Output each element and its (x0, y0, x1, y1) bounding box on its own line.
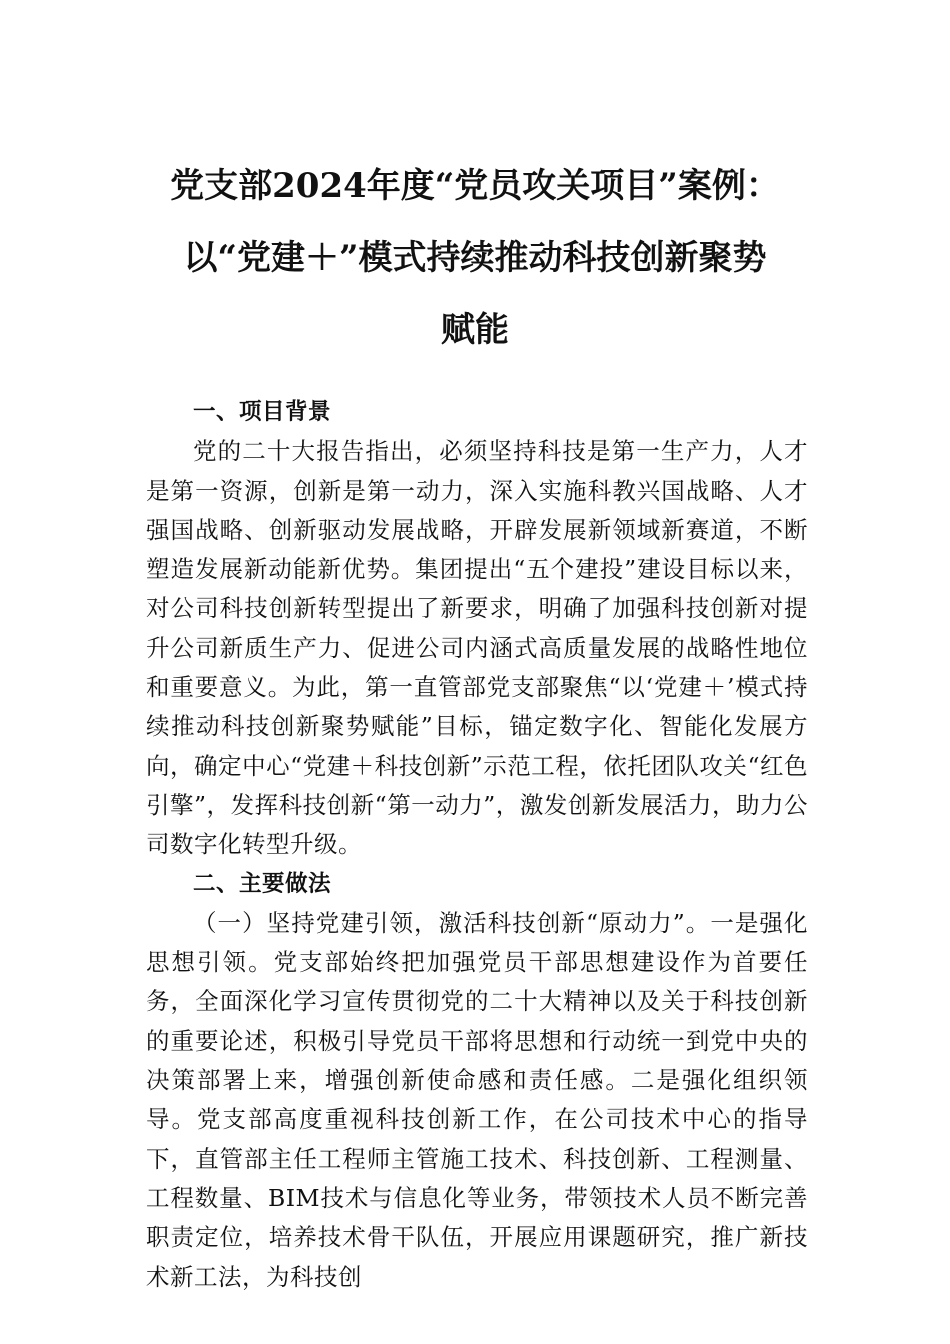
title-line-1: 党支部2024年度“党员攻关项目”案例： (170, 166, 780, 206)
section-paragraph-practices: （一）坚持党建引领，激活科技创新“原动力”。一是强化思想引领。党支部始终把加强党员干部思想建设作为首要任务，全面深化学习宣传贯彻党的二十大精神以及关于科技创新的重要论述，积极引导党员干部将思想和行动统一到党中央的决策部署上来，增强创新使命感和责任感。二是强化组织领导。党支部高度重视科技创新工作，在公司技术中心的指导下，直管部主任工程师主管施工技术、科技创新、工程测量、工程数量、BIM技术与信息化等业务，带领技术人员不断完善职责定位，培养技术骨干队伍，开展应用课题研究，推广新技术新工法，为科技创 (146, 908, 808, 1291)
section-paragraph-background: 党的二十大报告指出，必须坚持科技是第一生产力，人才是第一资源，创新是第一动力，深入实施科教兴国战略、人才强国战略、创新驱动发展战略，开辟发展新领域新赛道，不断塑造发展新动能新优势。集团提出“五个建投”建设目标以来，对公司科技创新转型提出了新要求，明确了加强科技创新对提升公司新质生产力、促进公司内涵式高质量发展的战略性地位和重要意义。为此，第一直管部党支部聚焦“以‘党建＋’模式持续推动科技创新聚势赋能”目标，锚定数字化、智能化发展方向，确定中心“党建＋科技创新”示范工程，依托团队攻关“红色引擎”，发挥科技创新“第一动力”，激发创新发展活力，助力公司数字化转型升级。 (146, 437, 808, 859)
section-heading-background: 一、项目背景 (193, 399, 332, 425)
title-line-3: 赋能 (441, 310, 509, 350)
title-line-2: 以“党建＋”模式持续推动科技创新聚势 (183, 238, 767, 278)
section-heading-practices: 二、主要做法 (193, 870, 332, 897)
document-body (146, 393, 808, 1297)
document-title (120, 150, 830, 366)
